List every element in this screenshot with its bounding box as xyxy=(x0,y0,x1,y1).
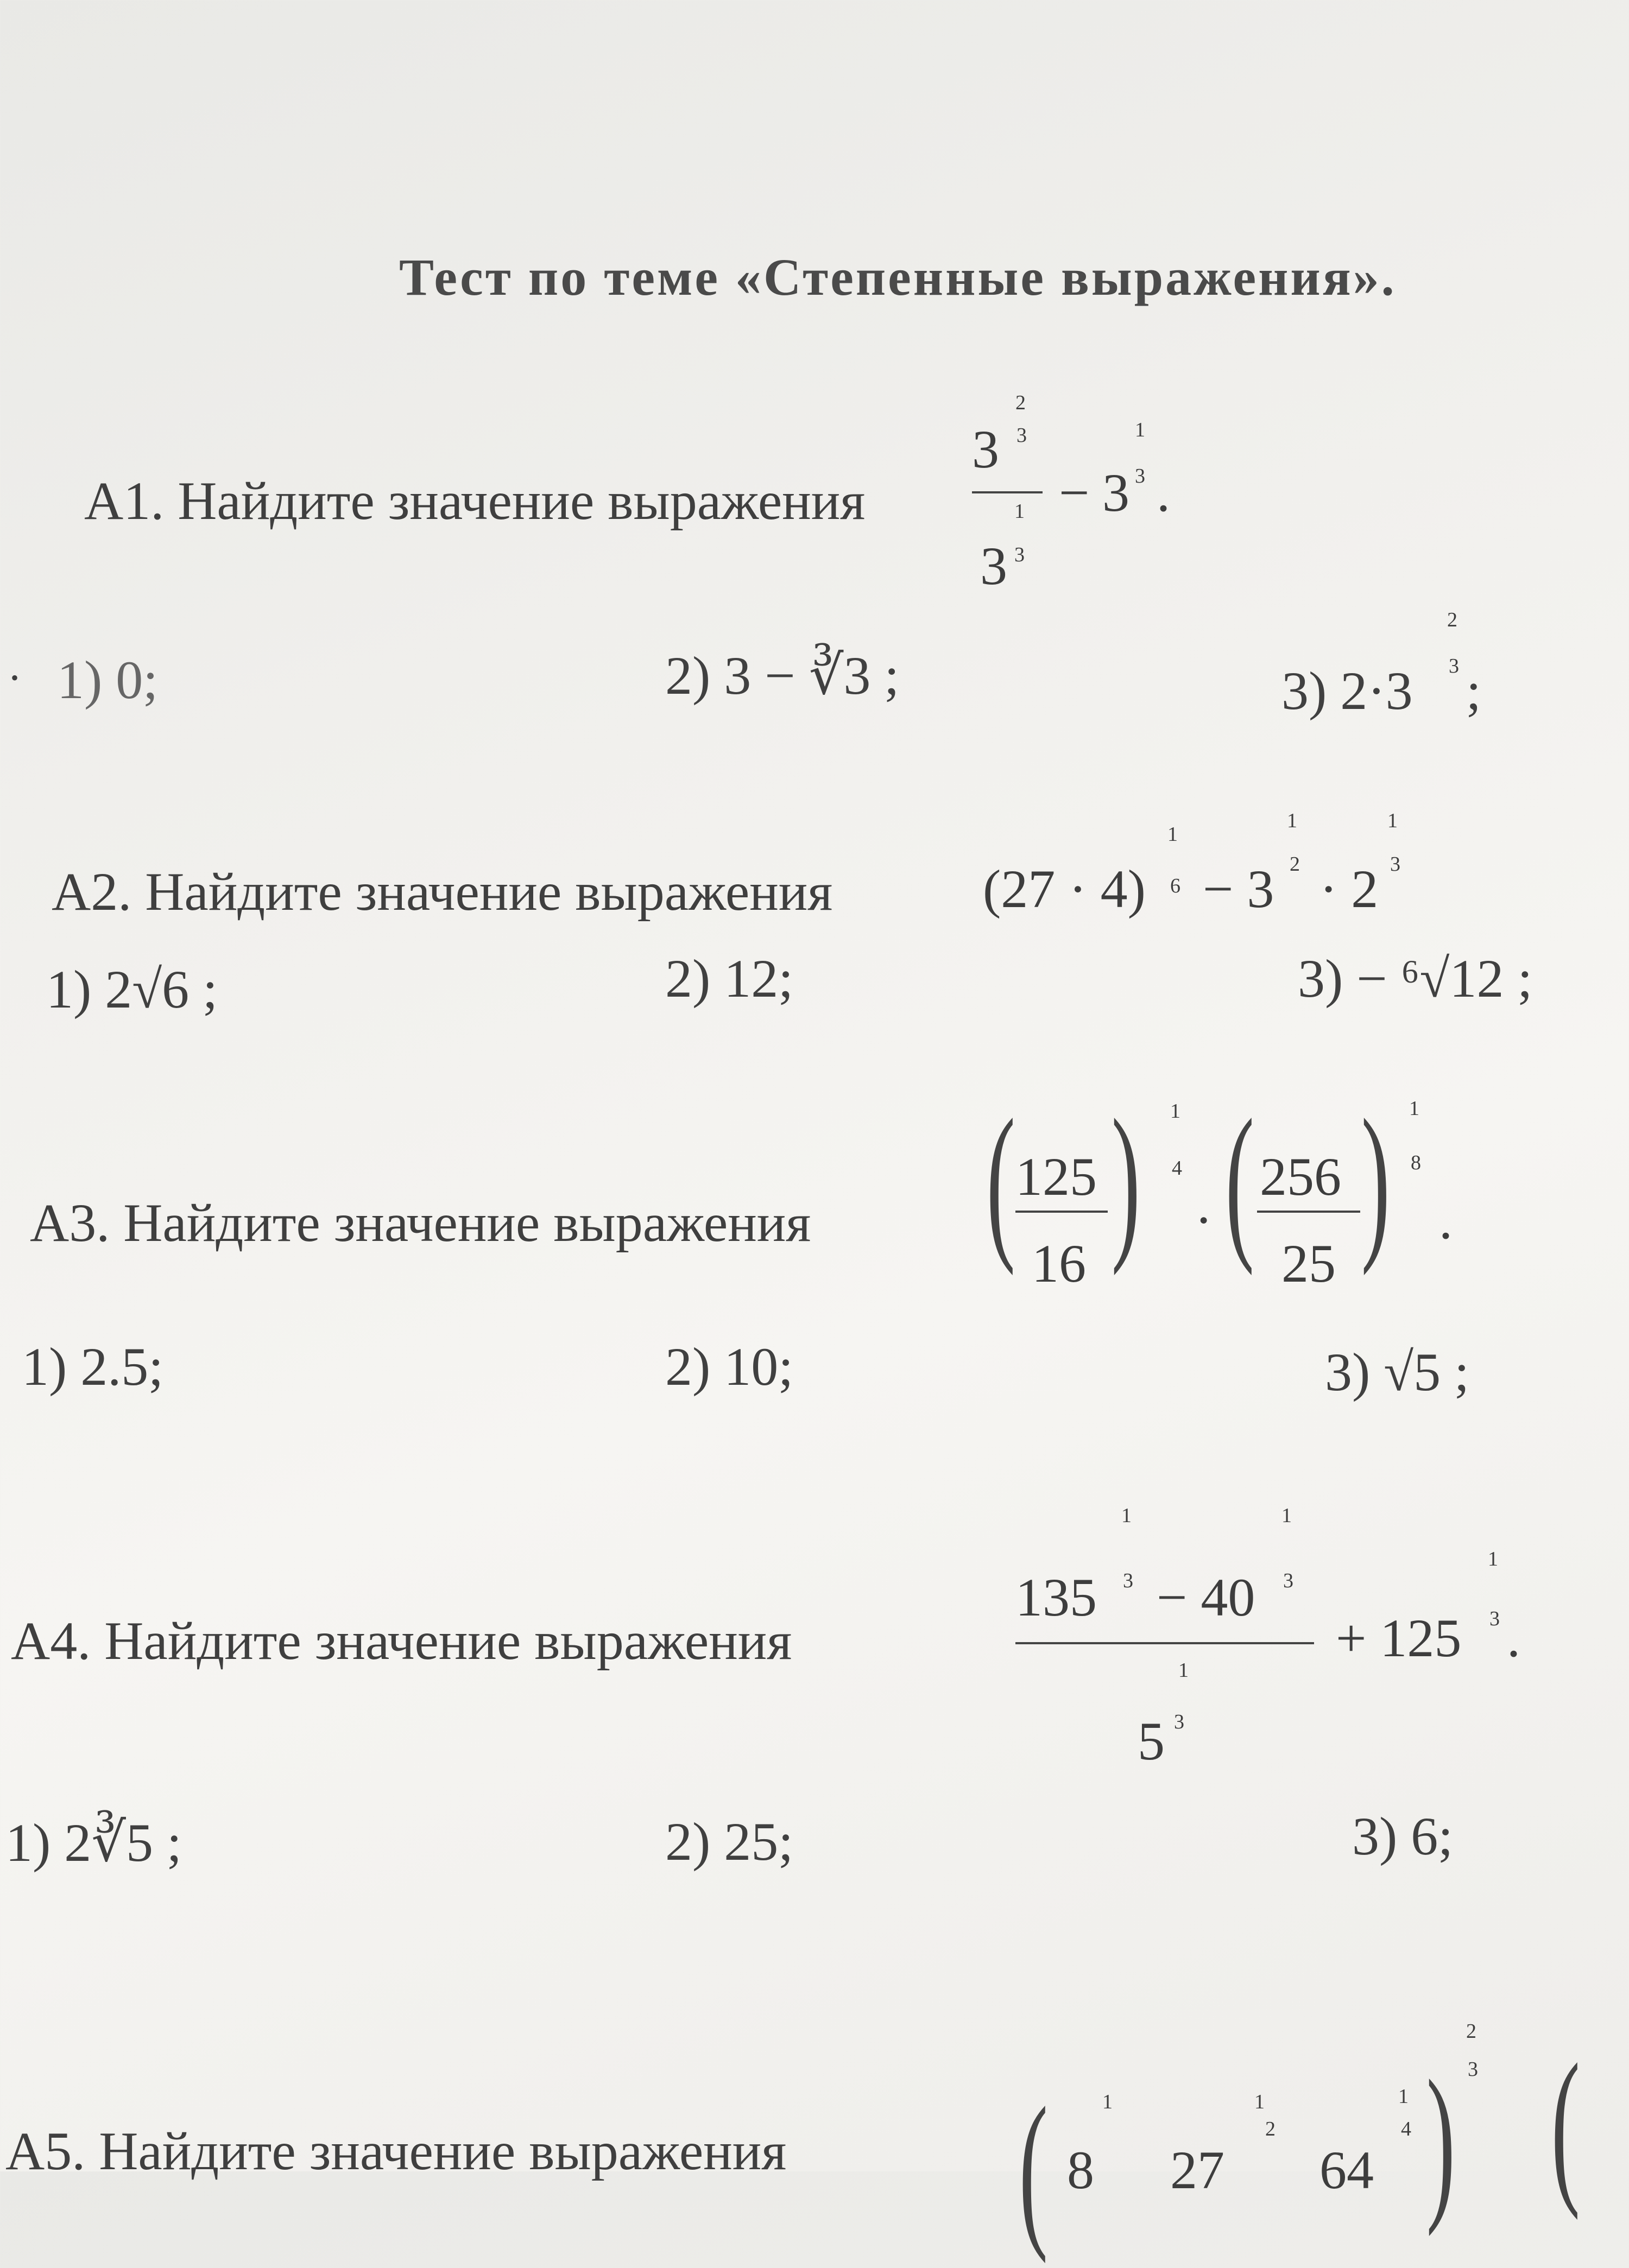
a4-num-minus: − 40 xyxy=(1157,1567,1255,1627)
a3-left-paren-2: ( xyxy=(1225,1084,1254,1276)
a3-f2-num: 256 xyxy=(1260,1146,1341,1207)
a5-b-exp: 1 xyxy=(1254,2090,1265,2113)
a5-outer-exp-den: 3 xyxy=(1468,2058,1478,2081)
a4-end: . xyxy=(1507,1608,1520,1668)
a4-answer-2: 2) 25; xyxy=(665,1811,794,1872)
a4-num-b-exp: 1 xyxy=(1281,1504,1292,1527)
a3-exp2-den: 8 xyxy=(1411,1151,1421,1174)
a3-left-paren-1: ( xyxy=(986,1084,1015,1276)
a2-exp1: 1 xyxy=(1167,823,1178,846)
a5-b: 27 xyxy=(1170,2140,1224,2200)
a2-exp1-den: 6 xyxy=(1170,875,1180,897)
a1-answer-3-exp-den: 3 xyxy=(1449,655,1459,677)
bullet-mark: • xyxy=(11,666,19,690)
a4-fraction-line xyxy=(1015,1642,1314,1644)
a2-exp3: 1 xyxy=(1387,809,1398,832)
a2-base: (27 · 4) xyxy=(983,859,1146,919)
a4-num-b-exp-den: 3 xyxy=(1283,1569,1293,1592)
a3-f1-den: 16 xyxy=(1032,1233,1086,1294)
a5-outer-exp: 2 xyxy=(1466,2020,1476,2043)
a3-end: . xyxy=(1439,1190,1453,1250)
a1-den-exp: 1 xyxy=(1014,500,1025,523)
a1-den-exp-den: 3 xyxy=(1014,543,1025,566)
a1-minus: − xyxy=(1059,463,1090,523)
a1-tail-base: 3 xyxy=(1102,463,1129,523)
a3-f1-line xyxy=(1015,1211,1108,1213)
a3-exp2: 1 xyxy=(1409,1097,1419,1120)
a1-answer-3-end: ; xyxy=(1466,661,1481,721)
a5-c: 64 xyxy=(1319,2140,1374,2200)
a1-tail-exp: 1 xyxy=(1135,419,1145,441)
a2-answer-1: 1) 2√6 ; xyxy=(46,959,218,1019)
a5-left-paren: ( xyxy=(1019,2072,1048,2264)
question-a3-label: А3. Найдите значение выражения xyxy=(30,1193,811,1253)
a5-next-paren: ( xyxy=(1551,2029,1580,2221)
a2-answer-3: 3) − ⁶√12 ; xyxy=(1298,948,1533,1009)
a1-answer-2: 2) 3 − ∛3 ; xyxy=(665,645,900,706)
a1-num-base: 3 xyxy=(972,419,999,479)
a4-num-a-exp: 1 xyxy=(1121,1504,1132,1527)
a1-answer-3-exp: 2 xyxy=(1447,609,1457,631)
a1-end: . xyxy=(1157,463,1170,523)
question-a5-label: А5. Найдите значение выражения xyxy=(5,2121,787,2181)
a1-fraction-line xyxy=(972,491,1043,493)
a5-a: 8 xyxy=(1067,2140,1094,2200)
a2-dot: · 2 xyxy=(1319,859,1379,919)
a3-f2-line xyxy=(1257,1211,1360,1213)
a3-dot: · xyxy=(1195,1190,1213,1250)
a3-exp1-den: 4 xyxy=(1172,1157,1182,1180)
a4-den-exp: 1 xyxy=(1178,1659,1189,1682)
a4-plus: + 125 xyxy=(1336,1608,1462,1668)
a3-f1-num: 125 xyxy=(1015,1146,1097,1207)
a4-num-a-exp-den: 3 xyxy=(1123,1569,1133,1592)
a4-answer-3: 3) 6; xyxy=(1352,1806,1454,1866)
a2-middle: − 3 xyxy=(1203,859,1274,919)
a1-answer-3: 3) 2·3 xyxy=(1281,661,1413,721)
a1-num-exp-den: 3 xyxy=(1016,424,1027,447)
a4-den-base: 5 xyxy=(1138,1711,1165,1771)
a2-exp3-den: 3 xyxy=(1390,853,1400,876)
a3-answer-3: 3) √5 ; xyxy=(1325,1342,1469,1402)
a1-den-base: 3 xyxy=(980,536,1007,596)
a4-num-a: 135 xyxy=(1015,1567,1097,1627)
a5-a-exp: 1 xyxy=(1102,2090,1113,2113)
page-title: Тест по теме «Степенные выражения». xyxy=(399,248,1397,306)
a4-den-exp-den: 3 xyxy=(1174,1710,1184,1733)
a3-answer-2: 2) 10; xyxy=(665,1336,794,1397)
a5-right-paren: ) xyxy=(1426,2045,1455,2237)
question-a1-label: А1. Найдите значение выражения xyxy=(84,471,866,531)
a3-answer-1: 1) 2.5; xyxy=(22,1336,164,1397)
a5-c-exp: 1 xyxy=(1398,2085,1409,2108)
question-a2-label: А2. Найдите значение выражения xyxy=(52,861,833,922)
a5-b-exp-den: 2 xyxy=(1265,2118,1276,2140)
a2-answer-2: 2) 12; xyxy=(665,948,794,1009)
a3-f2-den: 25 xyxy=(1281,1233,1336,1294)
a4-plus-exp: 1 xyxy=(1488,1548,1498,1570)
a4-plus-exp-den: 3 xyxy=(1489,1607,1500,1630)
a1-answer-1: 1) 0; xyxy=(57,650,159,710)
a5-c-exp-den: 4 xyxy=(1401,2118,1411,2140)
a3-right-paren-2: ) xyxy=(1361,1084,1390,1276)
a1-num-exp: 2 xyxy=(1015,391,1026,414)
a4-answer-1: 1) 2∛5 ; xyxy=(5,1813,182,1873)
a2-exp2-den: 2 xyxy=(1290,853,1300,876)
a3-exp1: 1 xyxy=(1170,1100,1180,1123)
question-a4-label: А4. Найдите значение выражения xyxy=(11,1611,792,1671)
a1-tail-exp-den: 3 xyxy=(1135,465,1145,487)
a2-exp2: 1 xyxy=(1287,809,1297,832)
a3-right-paren-1: ) xyxy=(1111,1084,1140,1276)
